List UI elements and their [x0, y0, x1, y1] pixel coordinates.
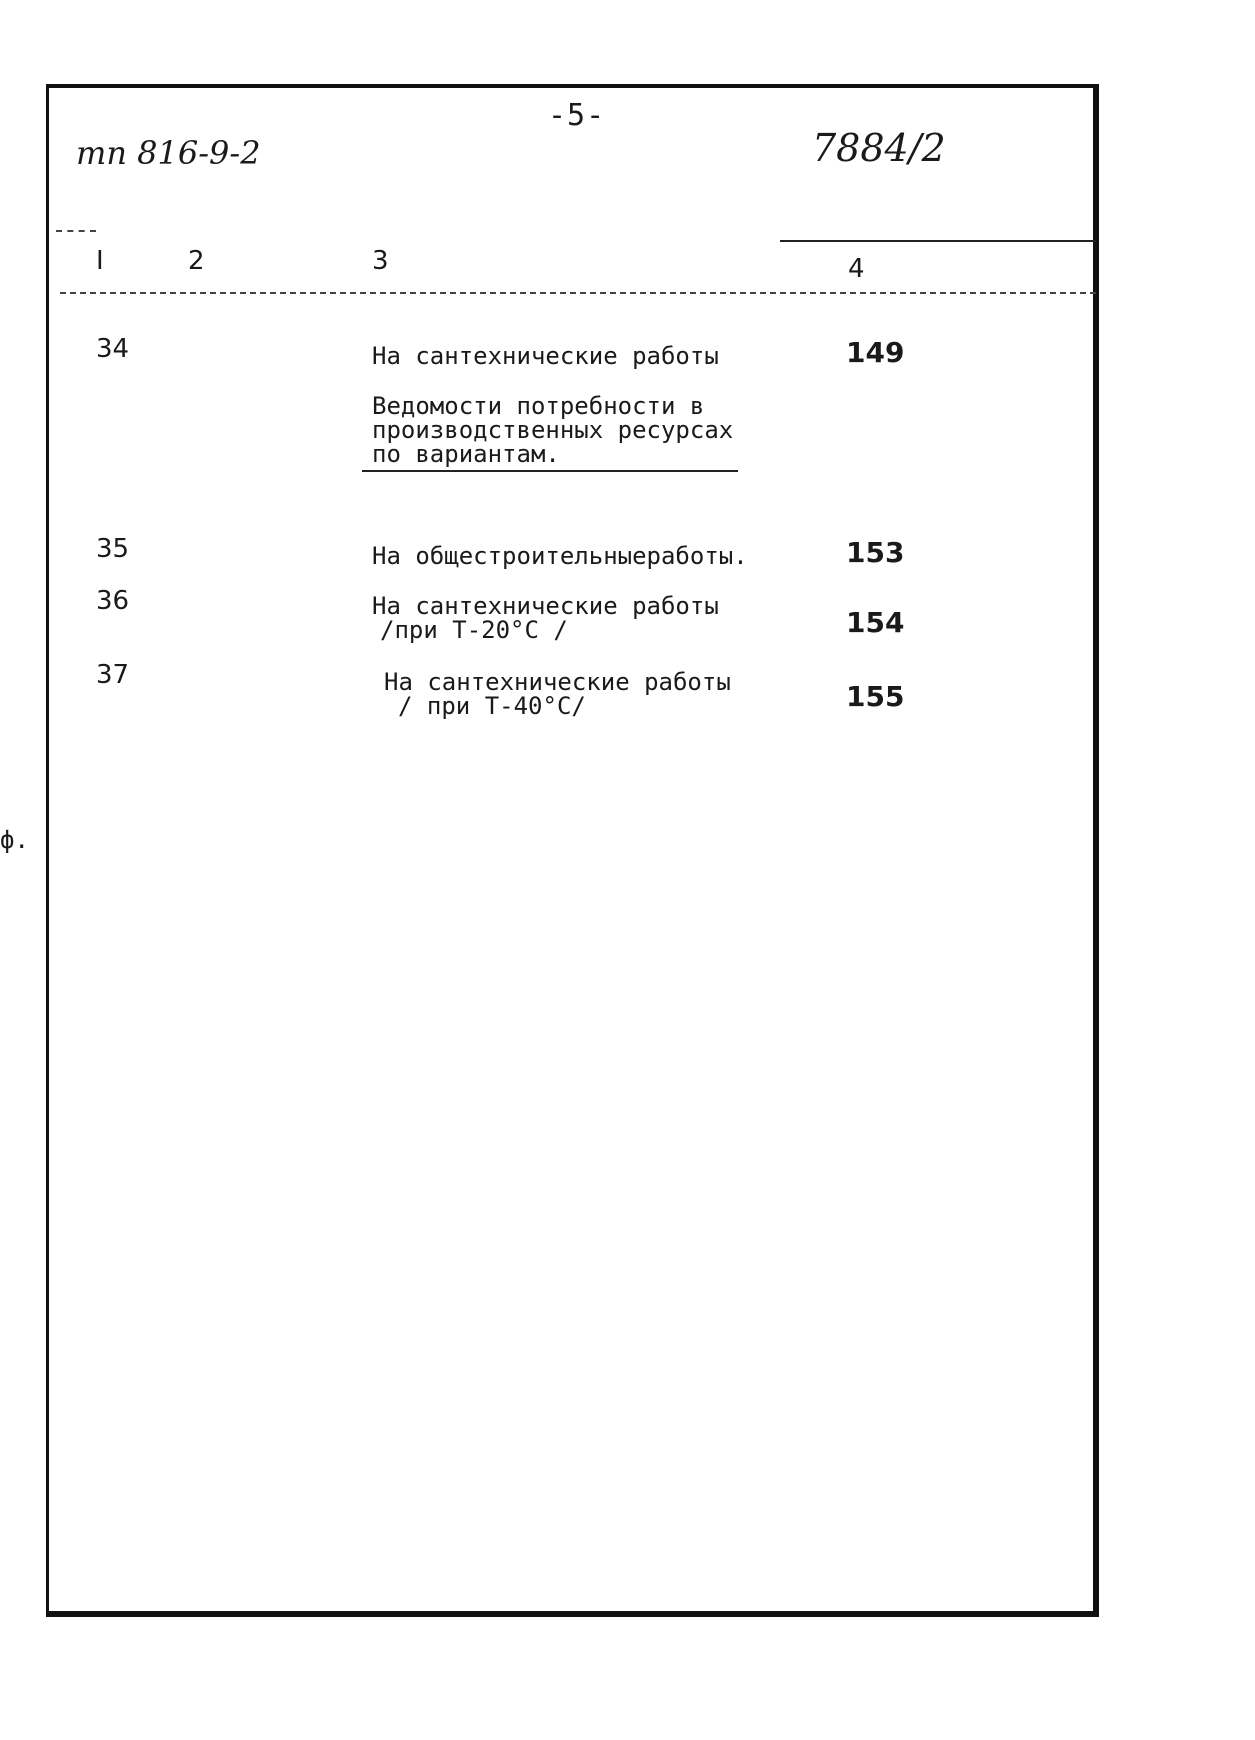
row-page: 154 — [846, 606, 905, 639]
row-page: 153 — [846, 536, 905, 569]
row-text: На сантехнические работы — [372, 592, 719, 620]
row-number: 36 — [96, 586, 130, 616]
row-text: На общестроительныеработы. — [372, 542, 748, 570]
row-page: 155 — [846, 680, 905, 713]
row-text: На сантехнические работы — [384, 668, 731, 696]
page-frame — [46, 84, 1099, 1617]
row-text: На сантехнические работы — [372, 342, 719, 370]
row-number: 37 — [96, 660, 130, 690]
section-heading-line: по вариантам. — [372, 440, 560, 468]
section-heading-underline — [362, 470, 738, 472]
section-heading-line: производственных ресурсах — [372, 416, 734, 444]
row-text: /при Т-20°С / — [380, 616, 568, 644]
header-rule-top — [780, 240, 1096, 242]
row-page: 149 — [846, 336, 905, 369]
column-header-2: 2 — [188, 246, 205, 276]
column-header-1: I — [96, 246, 104, 276]
row-text: / при Т-40°С/ — [398, 692, 586, 720]
column-header-4: 4 — [848, 254, 865, 284]
column-header-3: 3 — [372, 246, 389, 276]
page-number: -5- — [548, 98, 606, 133]
margin-mark: ф. — [0, 826, 29, 854]
row-number: 34 — [96, 334, 130, 364]
series-code: тп 816-9-2 — [76, 134, 261, 172]
row-number: 35 — [96, 534, 130, 564]
header-rule-bottom — [60, 292, 1096, 294]
header-rule-left — [56, 230, 96, 232]
document-number: 7884/2 — [812, 126, 946, 170]
section-heading-line: Ведомости потребности в — [372, 392, 705, 420]
